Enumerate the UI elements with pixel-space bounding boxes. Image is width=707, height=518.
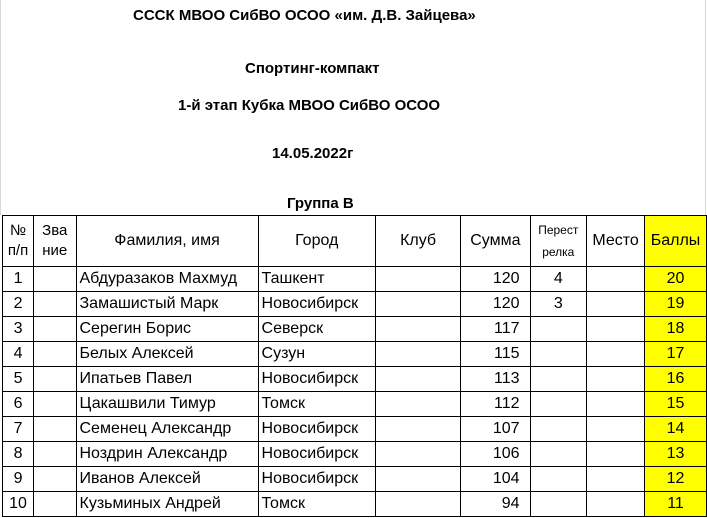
cell-sum: 115 [461, 342, 530, 367]
cell-name: Белых Алексей [76, 342, 258, 367]
cell-place [587, 342, 645, 367]
cell-sum: 107 [461, 417, 530, 442]
cell-name: Кузьминых Андрей [76, 492, 258, 517]
cell-city: Ташкент [258, 267, 375, 292]
cell-club [375, 467, 460, 492]
cell-shootoff [530, 467, 587, 492]
table-row [3, 367, 707, 392]
table-row [3, 417, 707, 442]
header-row [3, 216, 707, 267]
cell-sum: 104 [461, 467, 530, 492]
cell-sum: 120 [461, 292, 530, 317]
col-header-sum: Сумма [461, 216, 530, 267]
cell-points: 14 [645, 417, 707, 442]
cell-num: 9 [3, 467, 34, 492]
cell-shootoff [530, 342, 587, 367]
cell-num: 4 [3, 342, 34, 367]
table-row [3, 342, 707, 367]
cell-club [375, 292, 460, 317]
cell-rank [34, 267, 76, 292]
col-header-points: Баллы [645, 216, 707, 267]
cell-points: 17 [645, 342, 707, 367]
cell-city: Северск [258, 317, 375, 342]
cell-num: 1 [3, 267, 34, 292]
cell-city: Сузун [258, 342, 375, 367]
cell-club [375, 317, 460, 342]
left-gridline [0, 0, 1, 215]
cell-sum: 94 [461, 492, 530, 517]
cell-num: 2 [3, 292, 34, 317]
cell-club [375, 392, 460, 417]
cell-shootoff [530, 442, 587, 467]
cell-name: Семенец Александр [76, 417, 258, 442]
cell-city: Томск [258, 492, 375, 517]
cell-num: 10 [3, 492, 34, 517]
cell-name: Иванов Алексей [76, 467, 258, 492]
table-row [3, 467, 707, 492]
group-title: Группа В [287, 195, 354, 212]
cell-shootoff [530, 392, 587, 417]
cell-num: 6 [3, 392, 34, 417]
cell-name: Замашистый Марк [76, 292, 258, 317]
cell-points: 18 [645, 317, 707, 342]
cell-rank [34, 342, 76, 367]
cell-place [587, 392, 645, 417]
cell-place [587, 442, 645, 467]
cell-num: 7 [3, 417, 34, 442]
org-title: СССК МВОО СибВО ОСОО «им. Д.В. Зайцева» [133, 7, 476, 24]
cell-place [587, 417, 645, 442]
cell-rank [34, 292, 76, 317]
cell-num: 3 [3, 317, 34, 342]
cell-rank [34, 492, 76, 517]
cell-shootoff [530, 317, 587, 342]
cell-place [587, 467, 645, 492]
cell-rank [34, 392, 76, 417]
cell-club [375, 492, 460, 517]
cell-club [375, 267, 460, 292]
discipline-title: Спортинг-компакт [245, 60, 380, 77]
cell-points: 11 [645, 492, 707, 517]
cell-shootoff: 3 [530, 292, 587, 317]
col-header-name: Фамилия, имя [76, 216, 258, 267]
cell-place [587, 292, 645, 317]
cell-shootoff [530, 367, 587, 392]
cell-name: Серегин Борис [76, 317, 258, 342]
cell-city: Новосибирск [258, 367, 375, 392]
cell-city: Новосибирск [258, 292, 375, 317]
cell-points: 12 [645, 467, 707, 492]
cell-rank [34, 417, 76, 442]
cell-rank [34, 467, 76, 492]
cell-num: 8 [3, 442, 34, 467]
table-row [3, 392, 707, 417]
table-row [3, 292, 707, 317]
cell-club [375, 417, 460, 442]
cell-club [375, 367, 460, 392]
cell-name: Ипатьев Павел [76, 367, 258, 392]
col-header-shootoff: Перест релка [530, 216, 587, 267]
cell-club [375, 342, 460, 367]
cell-place [587, 267, 645, 292]
cell-city: Новосибирск [258, 442, 375, 467]
cell-shootoff [530, 492, 587, 517]
cell-num: 5 [3, 367, 34, 392]
cell-rank [34, 317, 76, 342]
cell-city: Новосибирск [258, 467, 375, 492]
cell-points: 19 [645, 292, 707, 317]
cell-name: Абдуразаков Махмуд [76, 267, 258, 292]
cell-rank [34, 442, 76, 467]
table-row [3, 317, 707, 342]
cell-points: 15 [645, 392, 707, 417]
stage-title: 1-й этап Кубка МВОО СибВО ОСОО [178, 97, 441, 114]
cell-points: 16 [645, 367, 707, 392]
cell-sum: 120 [461, 267, 530, 292]
cell-name: Ноздрин Александр [76, 442, 258, 467]
cell-rank [34, 367, 76, 392]
cell-name: Цакашвили Тимур [76, 392, 258, 417]
cell-club [375, 442, 460, 467]
cell-points: 13 [645, 442, 707, 467]
col-header-rank: Зва ние [34, 216, 76, 267]
cell-shootoff [530, 417, 587, 442]
event-date: 14.05.2022г [272, 145, 354, 162]
cell-sum: 106 [461, 442, 530, 467]
table-row [3, 267, 707, 292]
cell-place [587, 492, 645, 517]
col-header-place: Место [587, 216, 645, 267]
col-header-num: № п/п [3, 216, 34, 267]
cell-sum: 113 [461, 367, 530, 392]
cell-city: Новосибирск [258, 417, 375, 442]
cell-sum: 117 [461, 317, 530, 342]
cell-place [587, 367, 645, 392]
cell-place [587, 317, 645, 342]
col-header-city: Город [258, 216, 375, 267]
results-table [2, 215, 707, 517]
cell-sum: 112 [461, 392, 530, 417]
cell-city: Томск [258, 392, 375, 417]
table-row [3, 442, 707, 467]
col-header-club: Клуб [375, 216, 460, 267]
cell-shootoff: 4 [530, 267, 587, 292]
table-row [3, 492, 707, 517]
cell-points: 20 [645, 267, 707, 292]
